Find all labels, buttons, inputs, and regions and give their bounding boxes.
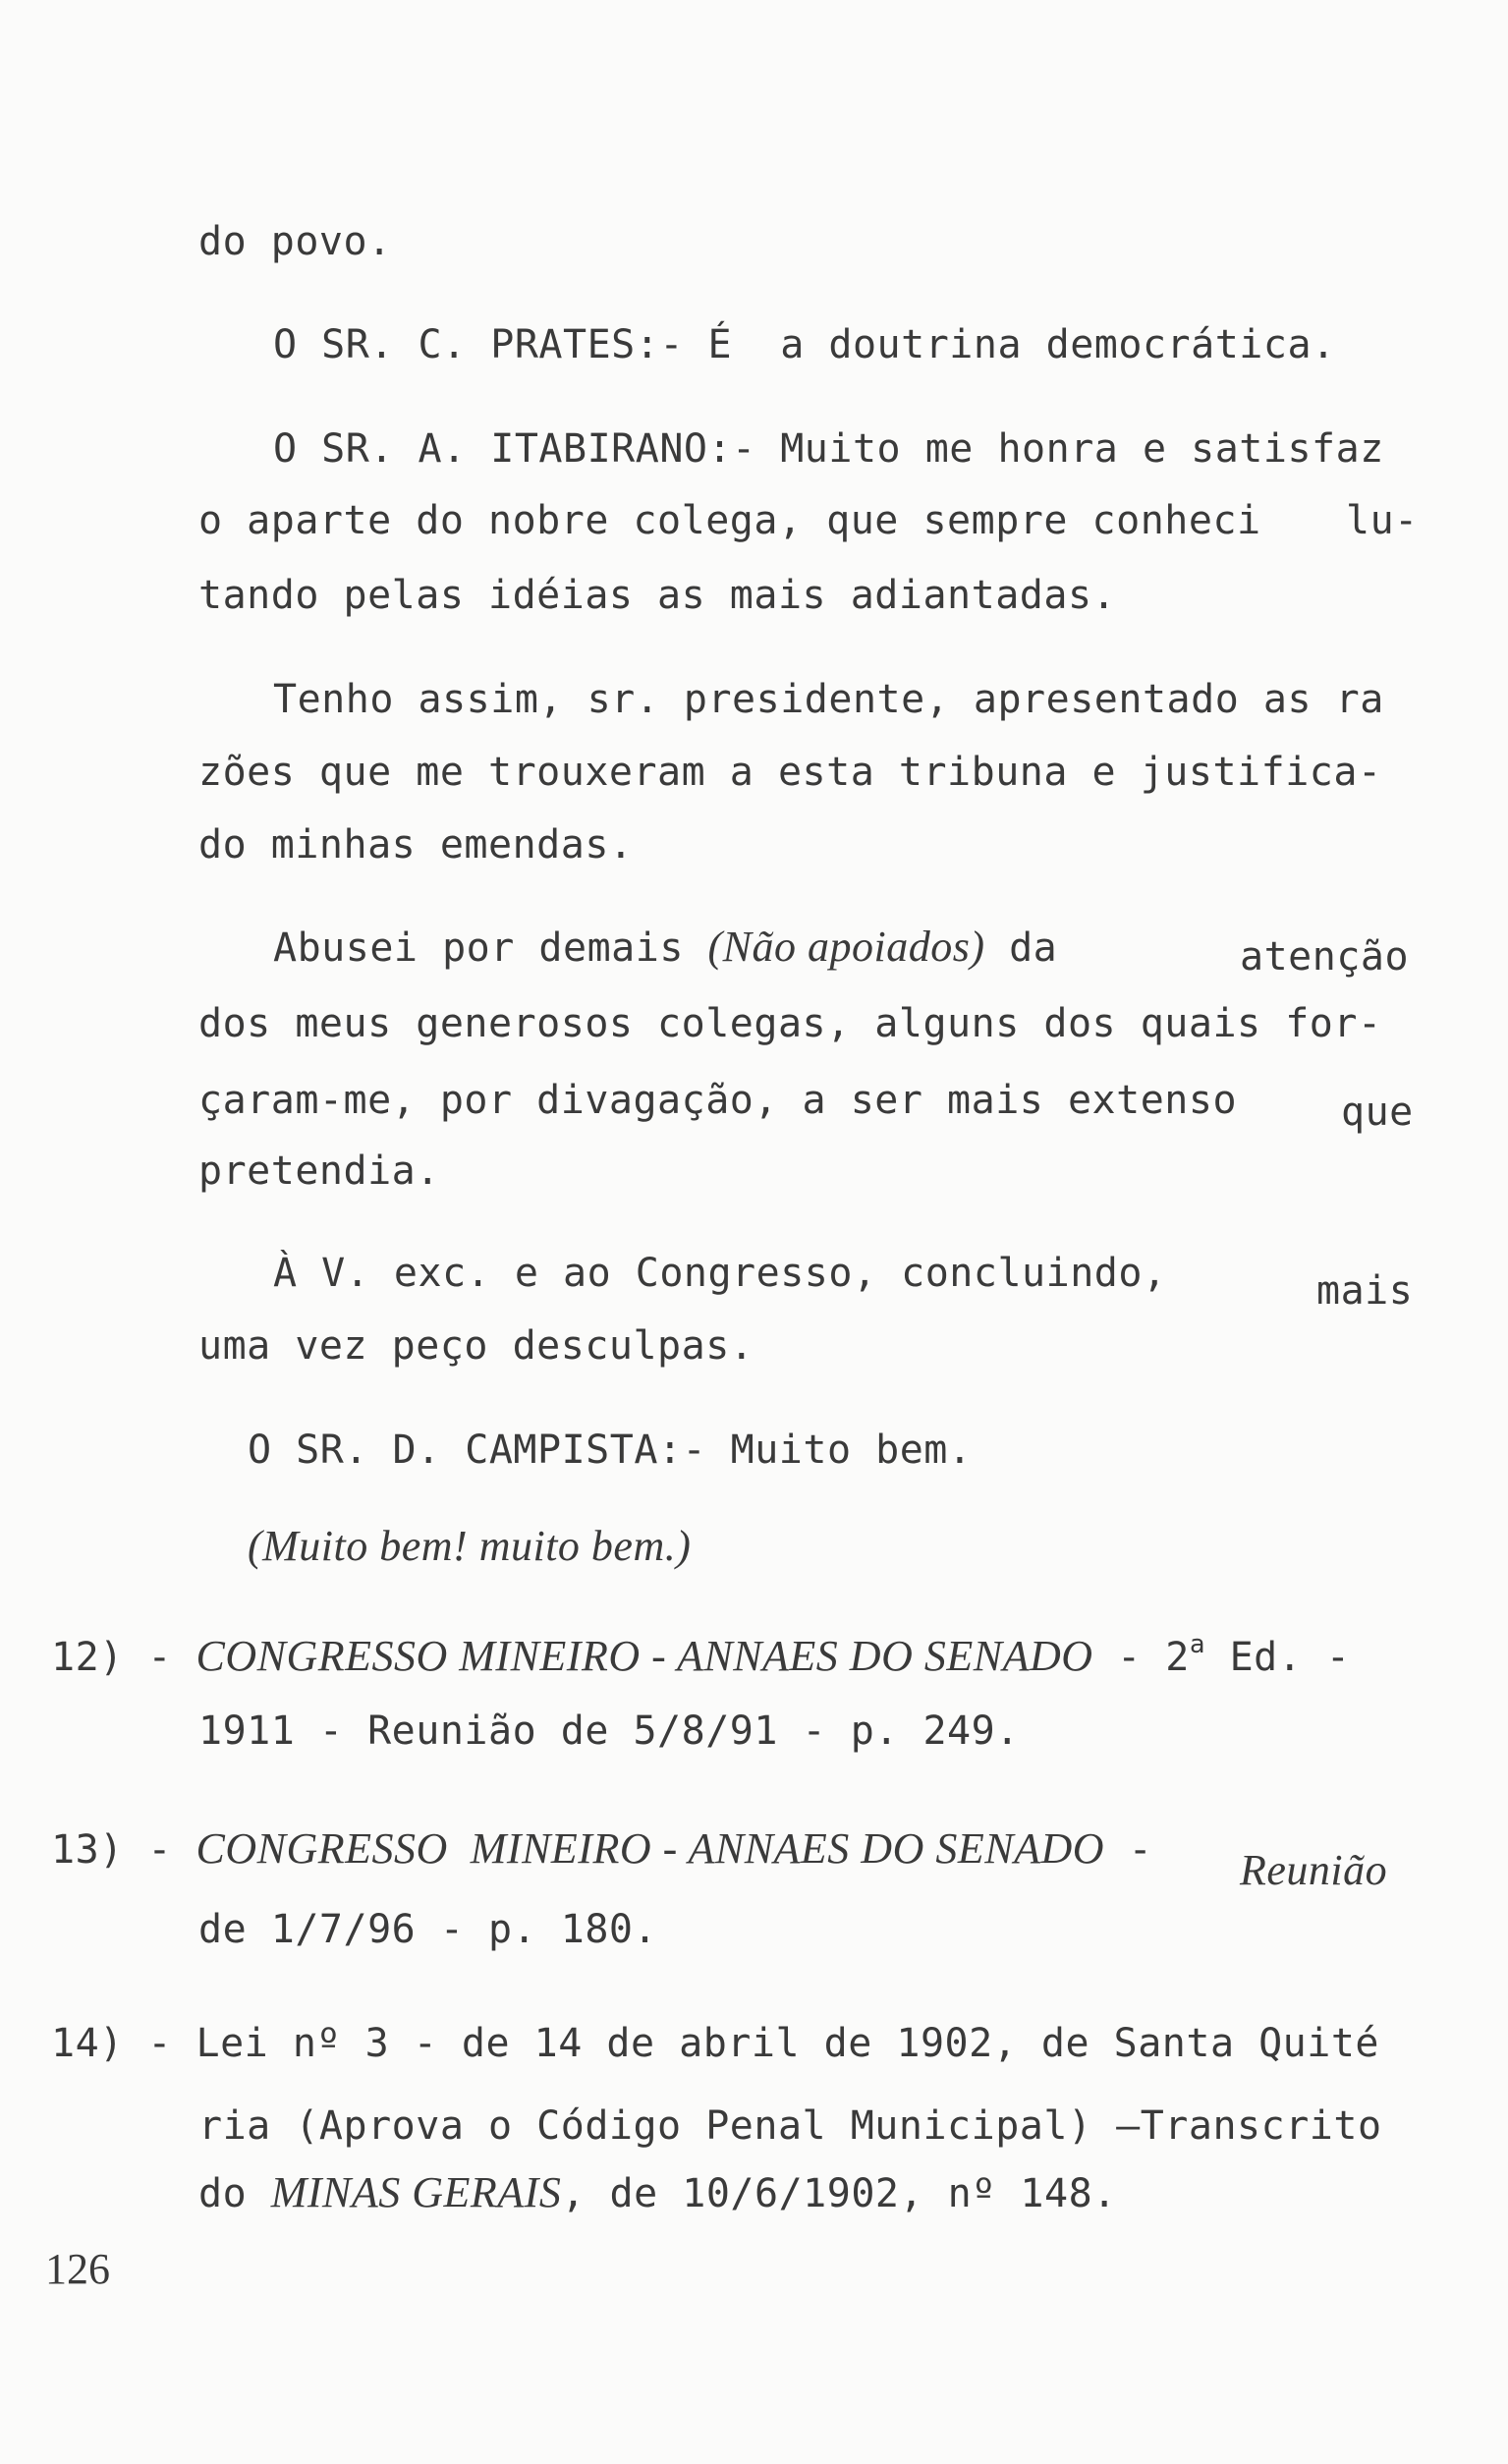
text-line-end: atenção (1240, 934, 1410, 980)
footnote-13 (51, 1825, 1177, 1874)
text-line: do minhas emendas. (198, 822, 634, 868)
footnote-source: CONGRESSO MINEIRO - ANNAES DO SENADO (195, 1632, 1093, 1680)
text-line: do povo. (198, 219, 392, 264)
footnote-source: MINAS GERAIS (270, 2168, 562, 2216)
text-run: da (984, 925, 1058, 971)
page-number: 126 (45, 2245, 110, 2293)
text-run: - (1104, 1827, 1177, 1873)
footnote-14: 14) - Lei nº 3 - de 14 de abril de 1902, de Santa Quité (51, 2021, 1380, 2066)
text-line-end: que (1341, 1090, 1414, 1135)
text-line (273, 924, 1057, 972)
text-run: Ed. - (1204, 1635, 1351, 1680)
text-line: o aparte do nobre colega, que sempre conheci (198, 498, 1261, 543)
footnote-14-line3 (198, 2169, 1117, 2217)
footnote-13-end: Reunião (1240, 1846, 1388, 1894)
speech-prates: O SR. C. PRATES:- É a doutrina democrática. (273, 322, 1336, 367)
footnote-14-line2: ria (Aprova o Código Penal Municipal) —Transcrito (198, 2103, 1382, 2149)
text-line-end: lu- (1346, 498, 1419, 543)
text-line: tando pelas idéias as mais adiantadas. (198, 573, 1117, 618)
text-line-end: mais (1316, 1268, 1414, 1314)
footnote-13-line2: de 1/7/96 - p. 180. (198, 1907, 658, 1952)
speech-itabirano: O SR. A. ITABIRANO:- Muito me honra e satisfaz (273, 426, 1384, 472)
aside-nao-apoiados: (Não apoiados) (707, 923, 985, 971)
text-run: do (198, 2171, 271, 2216)
text-line: uma vez peço desculpas. (198, 1323, 754, 1369)
text-run: , de 10/6/1902, nº 148. (561, 2171, 1117, 2216)
text-run: - 2 (1092, 1635, 1190, 1680)
footnote-number: 13) - (51, 1827, 196, 1873)
text-run: Abusei por demais (273, 925, 708, 971)
text-line: pretendia. (198, 1148, 440, 1194)
superscript: a (1189, 1630, 1205, 1659)
footnote-source: CONGRESSO MINEIRO - ANNAES DO SENADO (195, 1824, 1104, 1873)
text-line: zões que me trouxeram a esta tribuna e justifica- (198, 750, 1382, 795)
text-line: À V. exc. e ao Congresso, concluindo, (273, 1251, 1167, 1296)
text-line: Tenho assim, sr. presidente, apresentado as ra (273, 677, 1384, 722)
text-line: dos meus generosos colegas, alguns dos quais for- (198, 1001, 1382, 1046)
applause-aside: (Muito bem! muito bem.) (248, 1522, 692, 1570)
footnote-12-line2: 1911 - Reunião de 5/8/91 - p. 249. (198, 1708, 1020, 1754)
speech-campista: O SR. D. CAMPISTA:- Muito bem. (248, 1428, 973, 1473)
footnote-number: 12) - (51, 1635, 196, 1680)
text-line: çaram-me, por divagação, a ser mais extenso (198, 1078, 1238, 1123)
footnote-12 (51, 1621, 1350, 1681)
